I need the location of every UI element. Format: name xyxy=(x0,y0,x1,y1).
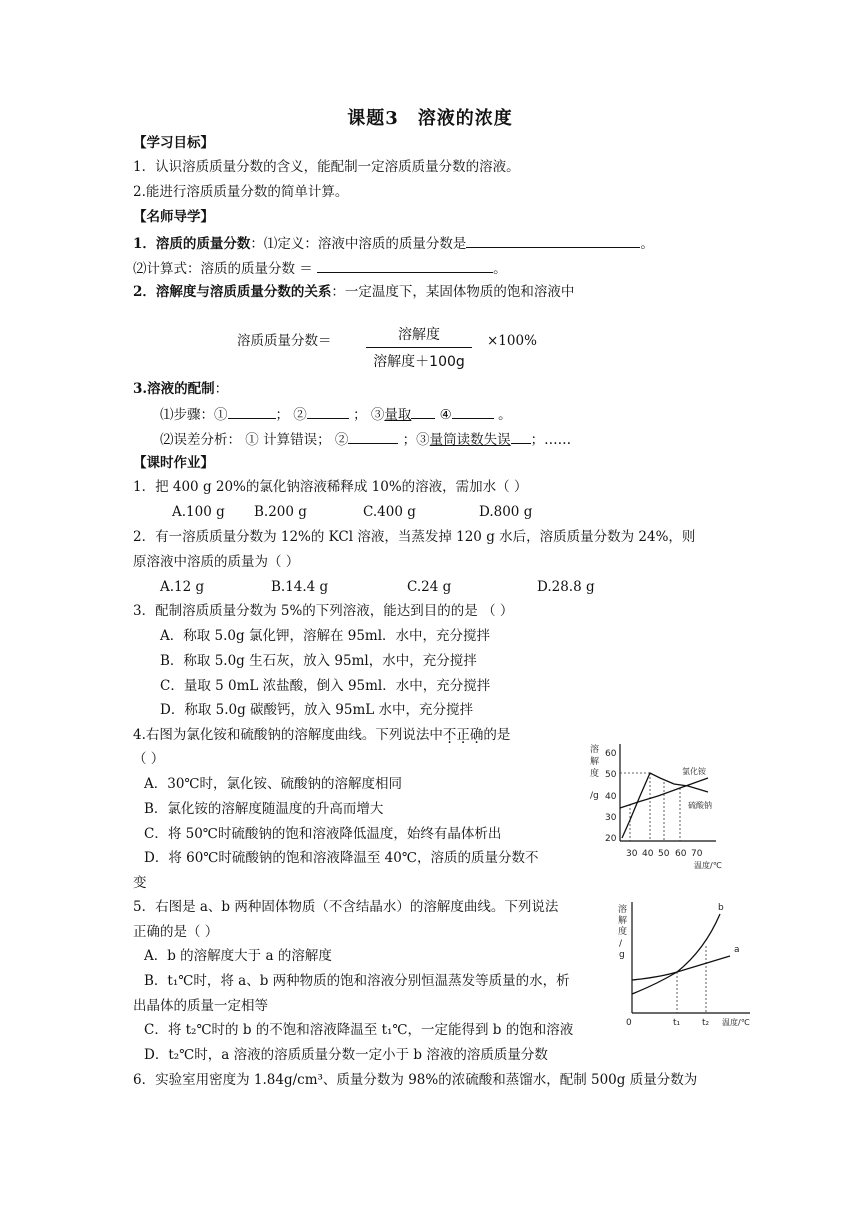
guide-item-2-text: ：一定温度下，某固体物质的饱和溶液中 xyxy=(331,284,575,300)
q3-option-a: A．称取 5.0g 氯化钾，溶解在 95ml．水中，充分搅拌 xyxy=(160,628,491,644)
section-heading-guide: 【名师导学】 xyxy=(133,209,214,225)
q5-graph-ylabel-3: 度 xyxy=(618,927,628,937)
fill-blank xyxy=(452,404,494,419)
formula-left: 溶质质量分数＝ xyxy=(237,333,332,349)
guide-item-1b-text: ⑵计算式：溶质的质量分数 ＝ xyxy=(133,261,318,277)
q1-stem: 1．把 400 g 20%的氯化钠溶液稀释成 10%的溶液，需加水（ ） xyxy=(133,479,528,495)
error-text-1: ⑵误差分析： ① 计算错误； ② xyxy=(160,432,349,448)
error-text-3: 量筒读数失误 xyxy=(429,432,511,448)
q3-stem: 3．配制溶质质量分数为 5%的下列溶液，能达到目的的是 （ ） xyxy=(133,603,514,619)
error-text-4: ；…… xyxy=(530,432,572,448)
q4-graph-ytick-30: 30 xyxy=(605,813,617,823)
fill-blank xyxy=(307,404,349,419)
q2-stem-line-1: 2．有一溶质质量分数为 12%的 KCl 溶液，当蒸发掉 120 g 水后，溶质质量分数为 24%，则 xyxy=(133,529,696,545)
q6-stem: 6．实验室用密度为 1.84g/cm³、质量分数为 98%的浓硫酸和蒸馏水，配制 500g 质量分数为 xyxy=(133,1072,698,1088)
q4-option-c: C．将 50℃时硫酸钠的饱和溶液降低温度，始终有晶体析出 xyxy=(144,826,502,842)
q4-graph-xtick-40: 40 xyxy=(642,849,654,859)
steps-text-1: ⑴步骤：① xyxy=(160,407,228,423)
q4-solubility-graph xyxy=(588,740,738,882)
q5-graph-t2: t₂ xyxy=(702,1018,710,1028)
q4-stem-end: 的是 xyxy=(483,727,511,743)
page-title: 课题3 溶液的浓度 xyxy=(347,108,513,129)
q4-graph-ytick-60: 60 xyxy=(605,749,617,759)
q4-graph-label-na2so4: 硫酸钠 xyxy=(688,801,712,810)
formula-denominator: 溶解度＋100g xyxy=(373,354,465,370)
q5-stem-line-1: 5．右图是 a、b 两种固体物质（不含结晶水）的溶解度曲线。下列说法 xyxy=(133,899,559,915)
q4-emphasis-2: 正 xyxy=(456,727,470,743)
q5-graph-curve-b xyxy=(632,914,720,994)
q4-graph-ylabel-1: 溶 xyxy=(590,745,600,755)
steps-text-2: ； ② xyxy=(275,407,307,423)
q5-graph-origin: 0 xyxy=(626,1018,632,1028)
q4-graph-xtick-50: 50 xyxy=(658,849,670,859)
q4-stem-text: 4.右图为氯化铵和硫酸钠的溶解度曲线。下列说法中 xyxy=(133,727,443,743)
q5-stem-line-2: 正确的是（ ） xyxy=(133,924,219,940)
q5-solubility-graph xyxy=(612,900,772,1032)
q5-option-a: A．b 的溶解度大于 a 的溶解度 xyxy=(144,948,332,964)
goal-2: 2.能进行溶质质量分数的简单计算。 xyxy=(133,184,349,200)
q5-graph-t1: t₁ xyxy=(673,1018,681,1028)
guide-item-3 xyxy=(133,380,228,398)
q4-graph-xtick-70: 70 xyxy=(691,849,703,859)
guide-item-1b xyxy=(133,258,507,278)
q5-option-c: C．将 t₂℃时的 b 的不饱和溶液降温至 t₁℃，一定能得到 b 的饱和溶液 xyxy=(144,1022,574,1038)
guide-item-1-text: ：⑴定义：溶液中溶质的质量分数是 xyxy=(250,236,467,252)
formula-numerator: 溶解度 xyxy=(366,324,472,348)
q2-option-b: B.14.4 g xyxy=(271,579,329,595)
fill-blank xyxy=(348,429,398,444)
q4-graph-ylabel-2: 解 xyxy=(590,757,600,767)
steps-line xyxy=(160,404,512,424)
guide-item-1b-end: 。 xyxy=(493,261,507,277)
q4-emphasis-3: 确 xyxy=(469,727,484,743)
guide-item-3-colon: ： xyxy=(214,381,229,397)
q2-option-d: D.28.8 g xyxy=(537,579,595,595)
q4-graph-ytick-50: 50 xyxy=(605,770,617,780)
fill-blank xyxy=(228,404,276,419)
q5-graph-xunit: 温度/℃ xyxy=(722,1018,750,1027)
guide-item-3-label: 3.溶液的配制 xyxy=(133,381,215,397)
fill-blank xyxy=(511,429,531,444)
steps-text-5: ④ xyxy=(435,407,452,423)
q4-graph-xtick-60: 60 xyxy=(675,849,687,859)
q4-graph-label-nh4cl: 氯化铵 xyxy=(682,767,706,776)
formula-right: ×100% xyxy=(487,333,537,349)
steps-text-4: 量取 xyxy=(384,407,412,423)
q5-option-b-cont: 出晶体的质量一定相等 xyxy=(133,998,268,1014)
steps-text-6: 。 xyxy=(493,407,512,423)
q4-option-d: D．将 60℃时硫酸钠的饱和溶液降温至 40℃，溶质的质量分数不 xyxy=(144,850,539,866)
guide-item-1 xyxy=(133,233,654,253)
formula-fraction xyxy=(366,324,472,371)
q1-option-b: B.200 g xyxy=(254,504,307,520)
q4-graph-ytick-40: 40 xyxy=(605,792,617,802)
fill-blank xyxy=(466,233,640,248)
guide-item-1-label: 1．溶质的质量分数 xyxy=(133,236,251,252)
guide-item-2-label: 2．溶解度与溶质质量分数的关系 xyxy=(133,284,332,300)
q4-emphasis-1: 不 xyxy=(442,727,457,743)
q5-option-b: B．t₁℃时，将 a、b 两种物质的饱和溶液分别恒温蒸发等质量的水，析 xyxy=(144,973,570,989)
q4-answer-paren: （ ） xyxy=(133,751,165,767)
q2-stem-line-2: 原溶液中溶质的质量为（ ） xyxy=(133,554,300,570)
error-text-2: ；③ xyxy=(398,432,430,448)
q2-option-c: C.24 g xyxy=(407,579,452,595)
q4-graph-xunit: 温度/℃ xyxy=(694,861,722,870)
fill-blank xyxy=(411,404,435,419)
q4-option-b: B．氯化铵的溶解度随温度的升高而增大 xyxy=(144,801,384,817)
q2-option-a: A.12 g xyxy=(160,579,205,595)
q1-option-c: C.400 g xyxy=(363,504,416,520)
guide-item-1-end: 。 xyxy=(640,236,654,252)
q4-graph-xtick-30: 30 xyxy=(626,849,638,859)
q5-graph-label-a: a xyxy=(734,945,740,955)
fill-blank xyxy=(317,258,493,273)
q4-option-a: A．30℃时，氯化铵、硫酸钠的溶解度相同 xyxy=(144,776,403,792)
q1-option-d: D.800 g xyxy=(479,504,533,520)
error-line xyxy=(160,429,571,449)
q4-option-d-cont: 变 xyxy=(133,875,147,891)
guide-item-2 xyxy=(133,283,574,301)
section-heading-homework: 【课时作业】 xyxy=(133,455,214,471)
q3-option-d: D．称取 5.0g 碳酸钙，放入 95mL 水中，充分搅拌 xyxy=(160,702,474,718)
q5-graph-label-b: b xyxy=(718,903,724,913)
q4-graph-ylabel-4: /g xyxy=(590,791,599,801)
q5-graph-ylabel-2: 解 xyxy=(618,916,628,926)
q1-option-a: A.100 g xyxy=(172,504,225,520)
steps-text-3: ； ③ xyxy=(348,407,385,423)
q5-graph-ylabel-4: / xyxy=(619,939,623,949)
goal-1: 1．认识溶质质量分数的含义，能配制一定溶质质量分数的溶液。 xyxy=(133,159,520,175)
q5-graph-ylabel-5: g xyxy=(619,950,625,960)
q4-graph-ytick-20: 20 xyxy=(605,834,617,844)
q4-stem xyxy=(133,726,510,744)
section-heading-goals: 【学习目标】 xyxy=(133,135,214,151)
q3-option-b: B．称取 5.0g 生石灰，放入 95ml，水中，充分搅拌 xyxy=(160,653,477,669)
q5-option-d: D．t₂℃时，a 溶液的溶质质量分数一定小于 b 溶液的溶质质量分数 xyxy=(144,1047,548,1063)
q4-graph-ylabel-3: 度 xyxy=(590,769,600,779)
q5-graph-ylabel-1: 溶 xyxy=(618,905,628,915)
q3-option-c: C．量取 5 0mL 浓盐酸，倒入 95ml．水中，充分搅拌 xyxy=(160,678,491,694)
